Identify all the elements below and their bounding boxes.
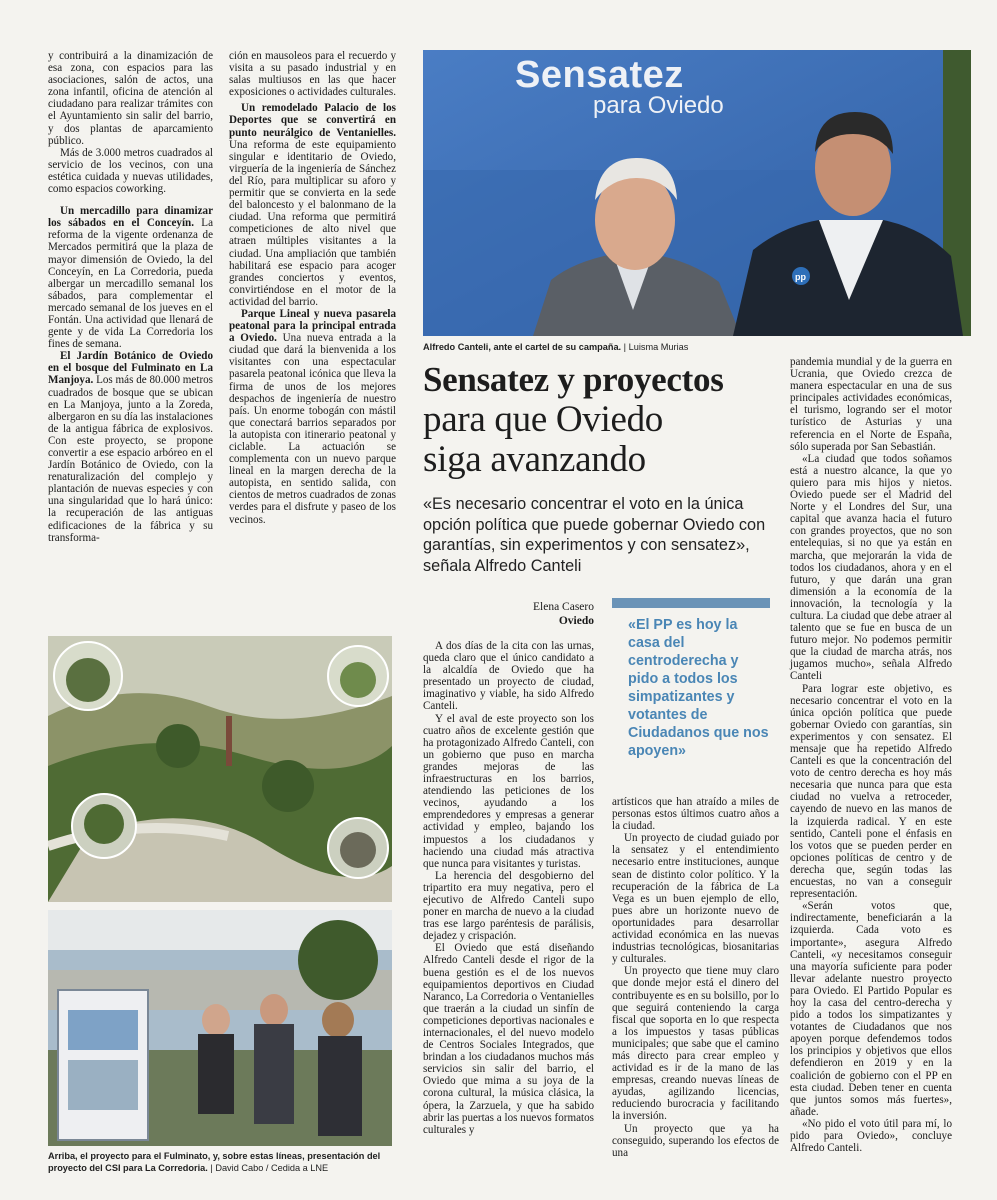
headline-line: siga avanzando [423, 439, 646, 480]
caption-credit: | David Cabo / Cedida a LNE [210, 1163, 329, 1173]
top-photo-caption [423, 341, 773, 353]
text-column-5 [790, 356, 952, 1154]
byline-name: Elena Casero [533, 601, 594, 613]
fulminato-rendering-graphic [48, 636, 392, 902]
byline-place: Oviedo [558, 615, 594, 627]
subhead: Parque Lineal y nueva pasarela peatonal para la principal entrada a Oviedo. [229, 307, 396, 345]
subhead: Un remodelado Palacio de los Deportes que se convertirá en punto neurálgico de Ventanielles. [229, 102, 396, 139]
caption-text: Alfredo Canteli, ante el cartel de su campaña. [423, 342, 622, 352]
paragraph: «Serán votos que, indirectamente, beneficiarán a la izquierda. Cada voto es importante», asegura Alfredo Canteli, «y necesitamos conseguir una mayoría suficiente para poder llevar adelante nuestro proyecto para Oviedo. El Partido Popular es hoy la casa del centro-derecha y pido a todos los simpatizantes y votantes de Ciudadanos que nos apoyen porque defendemos todos los principios y objetivos que ellos defendieron en 2019 y en la coalición de gobierno con el PP en esta ciudad. Deben tener en cuenta que juntos somos más fuertes», añade. [790, 900, 952, 1118]
corredoria-presentation-photo [48, 910, 392, 1146]
campaign-photo [423, 50, 971, 336]
paragraph: pandemia mundial y de la guerra en Ucrania, que Oviedo crezca de manera espectacular en una de sus principales actividades económicas, el turismo, logrando ser el motor turístico de Asturias y una referencia en el Norte de España, sólo superada por San Sebastián. [790, 356, 952, 453]
paragraph-text: Una nueva entrada a la ciudad que dará la bienvenida a los visitantes con una espectacular pasarela peatonal icónica que lleva la firma de unos de los mejores despachos de ingeniería de nuestro país. Un enorme tobogán con mástil que conectará barrios separados por la autopista con itinerario peatonal y ciclable. La actuación se complementa con un nuevo parque lineal en la margen derecha de la autopista, en sentido salida, con cientos de metros cuadrados de zonas verdes para el disfrute y paseo de los vecinos. [229, 332, 396, 526]
paragraph-text: Los más de 80.000 metros cuadrados de bosque que se ubican en La Manjoya, junto a la Zoreda, albergaron en su día las instalaciones de la antigua fábrica de explosivos. Con este proyecto, se propone convertir a ese espacio arbóreo en el Jardín Botánico de Oviedo, con la renaturalización del complejo y plantación de nuevas especies y con una singularidad que lo hará único: la recuperación de las antiguas edificaciones de la fábrica y su transforma- [48, 374, 213, 544]
paragraph: La herencia del desgobierno del tripartito era muy negativa, pero el ejecutivo de Alfredo Canteli supo poner en marcha de nuevo a la ciudad tras ese largo paréntesis de parálisis, dejadez y crispación. [423, 869, 594, 943]
paragraph: Para lograr este objetivo, es necesario concentrar el voto en la única opción política que puede gobernar Oviedo con garantías, sin experimentos y con sensatez. El mensaje que ha repetido Alfredo Canteli es que la concentración del voto de centro derecha es hoy más necesaria que nunca para que esta ciudad no vuelva a retroceder, cayendo de nuevo en las manos de la izquierda radical. Y en este sentido, Canteli pone el énfasis en los votos que se pueden perder en opciones políticas de centro y de derecha que, según todas las encuestas, no van a conseguir representación. [790, 682, 952, 901]
pull-quote-bar [612, 598, 770, 608]
text-column-2 [229, 50, 396, 526]
fulminato-rendering [48, 636, 392, 902]
subhead: El Jardín Botánico de Oviedo en el bosque del Fulminato en La Manjoya. [48, 350, 213, 387]
text-column-3 [423, 640, 594, 1136]
paragraph [48, 350, 213, 544]
subhead: Un mercadillo para dinamizar los sábados en el Conceyín. [48, 205, 213, 230]
paragraph: Un proyecto que tiene muy claro que donde mejor está el dinero del contribuyente es en su bolsillo, por lo que seguirá conteniendo la carga fiscal que soporta en lo que respecta a los impuestos y tasas públicas municipales; que sabe que el camino más directo para crear empleo y actividad es ir de la mano de las empresas, creando nuevas líneas de ayudas, agilizando licencias, reduciendo burocracia y facilitando la inversión. [612, 965, 779, 1123]
paragraph [229, 308, 396, 526]
caption-credit: | Luisma Murias [623, 342, 689, 352]
paragraph [229, 102, 396, 308]
headline-line: para que Oviedo [423, 399, 664, 440]
paragraph: ción en mausoleos para el recuerdo y visita a su pasado industrial y en salas multiusos en las que hacer exposiciones o actividades culturales. [229, 50, 396, 99]
bottom-caption [48, 1150, 398, 1174]
paragraph: A dos días de la cita con las urnas, queda claro que el único candidato a la alcaldía de Oviedo que ha presentado un proyecto de ciudad, imaginativo y viable, ha sido Alfredo Canteli. [423, 640, 594, 713]
paragraph: Un proyecto de ciudad guiado por la sensatez y el entendimiento necesario entre instituciones, aunque sean de distinto color político. Y la recuperación de la fábrica de La Vega es un buen ejemplo de ello, pues abre un horizonte nuevo de oportunidades para desarrollar actividad económica en las nuevas industrias tecnológicas, biosanitarias y culturales. [612, 832, 779, 966]
paragraph [48, 205, 213, 350]
text-column-4 [612, 796, 779, 1159]
paragraph: El Oviedo que está diseñando Alfredo Canteli desde el rigor de la buena gestión es el de los nuevos equipamientos deportivos en Ciudad Naranco, La Corredoria o Ventanielles que traerán a la ciudad un sinfín de competiciones deportivas nacionales e internacionales, el del nuevo modelo de Centros Sociales Integrados, que brindan a los ciudadanos muchos más servicios sin salir del barrio, el Oviedo que mima a su joya de la corona cultural, la música clásica, la ópera, la Zarzuela, y que ha sabido abrir las puertas a los nuevos formatos culturales y [423, 942, 594, 1136]
paragraph: Y el aval de este proyecto son los cuatro años de excelente gestión que ha protagonizado Alfredo Canteli, con un gobierno que puso en marcha grandes mejoras de las infraestructuras en los barrios, atendiendo las peticiones de los vecinos, ayudando a los emprendedores y empresas a generar actividad y empleo, bajando los impuestos a los ciudadanos y haciendo una ciudad más atractiva que nunca para visitantes y turistas. [423, 712, 594, 870]
svg-text:pp: pp [795, 272, 806, 282]
paragraph: «La ciudad que todos soñamos está a nuestro alcance, la que yo quiero para mis hijos y nietos. Oviedo puede ser el Madrid del Norte y el Londres del Sur, una capital que avanza hacia el futuro con grandes proyectos, que no son entelequias, si no que ya están en marcha, que mejorarán la vida de todos los ciudadanos, ahora y en el futuro, y que darán una gran dimensión a la economía de la innovación, la tecnología y la cultura. La ciudad que debe atraer al talento que se fue en busca de un futuro mejor. No podemos permitir que la ciudad de marcha atrás, nos jugamos mucho», señala Alfredo Canteli [790, 452, 952, 683]
caption-text: Arriba, el proyecto para el Fulminato, y, sobre estas líneas, presentación del proyecto del CSI para La Corredoria. [48, 1151, 381, 1173]
text-column-1 [48, 50, 213, 544]
paragraph: Un proyecto que ya ha conseguido, superando los efectos de una [612, 1122, 779, 1159]
pull-quote-text: «El PP es hoy la casa del centroderecha y pido a todos los simpatizantes y votantes de Ciudadanos que nos apoyen» [628, 617, 769, 759]
paragraph-text: La reforma de la vigente ordenanza de Mercados permitirá que la plaza de mayor dimensión de Oviedo, la del Conceyín, en La Corredoria, pueda albergar un mercadillo semanal los sábados, para complementar el mercado semanal de los jueves en el Fontán. Una actividad que llenará de gente y de vida La Corredoria los fines de semana. [48, 217, 213, 351]
paragraph: y contribuirá a la dinamización de esa zona, con espacios para las asociaciones, salón de actos, una zona infantil, oficina de atención al ciudadano para realizar trámites con el Ayuntamiento sin salir del barrio, y dos plantas de aparcamiento público. [48, 50, 213, 147]
paragraph: artísticos que han atraído a miles de personas estos últimos cuatro años a la ciudad. [612, 796, 779, 833]
byline [423, 600, 594, 628]
banner-subtitle: para Oviedo [593, 92, 724, 119]
paragraph: «No pido el voto útil para mí, lo pido para Oviedo», concluye Alfredo Canteli. [790, 1117, 952, 1155]
standfirst: «Es necesario concentrar el voto en la única opción política que puede gobernar Oviedo con garantías, sin experimentos y con sensatez», señala Alfredo Canteli [423, 495, 766, 575]
paragraph-text: Una reforma de este equipamiento singular e identitario de Oviedo, virguería de la ingeniería de Sánchez del Río, para multiplicar su aforo y permitir que se convierta en la sede del baloncesto y el balonmano de la ciudad. Una reforma que permitirá competiciones de alto nivel que atraen múltiples visitantes a la ciudad. Una ampliación que también habilitará ese espacio para acoger grandes conciertos y eventos, convirtiéndose en el motor de la actividad del barrio. [229, 138, 396, 308]
headline [423, 360, 783, 480]
corredoria-photo-graphic [48, 910, 392, 1146]
paragraph: Más de 3.000 metros cuadrados al servicio de los vecinos, con una estética cuidada y nuevas utilidades, como espacios coworking. [48, 146, 213, 196]
pull-quote [612, 598, 770, 760]
headline-line: Sensatez y proyectos [423, 360, 724, 399]
banner-title: Sensatez [515, 54, 684, 96]
